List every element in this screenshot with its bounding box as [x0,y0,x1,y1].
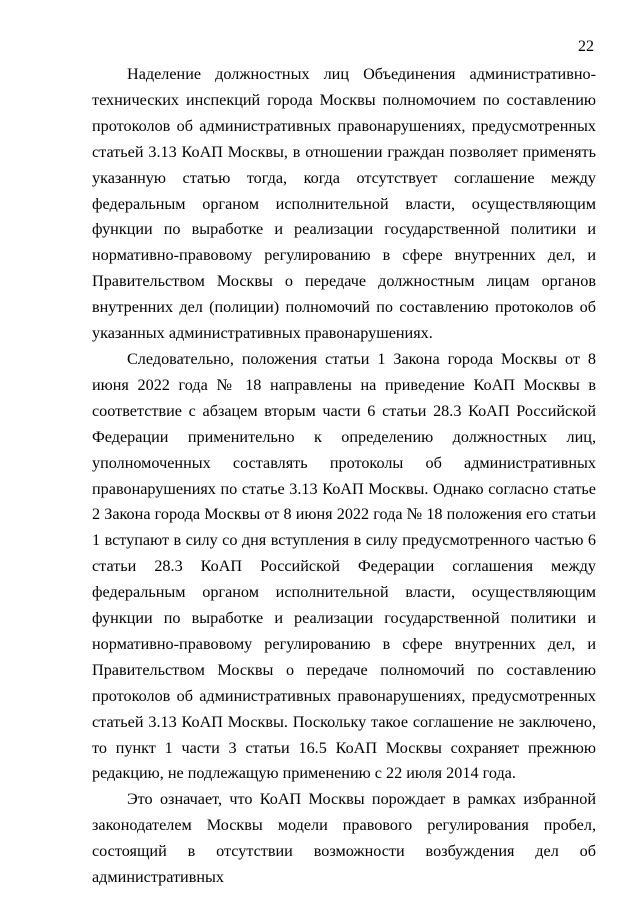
page-number: 22 [578,38,594,55]
paragraph-law-of-moscow-analysis: Следовательно, положения статьи 1 Закона города Москвы от 8 июня 2022 года № 18 направлены на приведение КоАП Москвы в соответствие с абзацем вторым части 6 статьи 28.3 КоАП Российской Федерации применительно к определению должностных лиц, уполномоченных составлять протоколы об административных правонарушениях по статье 3.13 КоАП Москвы. Однако согласно статье 2 Закона города Москвы от 8 июня 2022 года № 18 положения его статьи 1 вступают в силу со дня вступления в силу предусмотренного частью 6 статьи 28.3 КоАП Российской Федерации соглашения между федеральным органом исполнительной власти, осуществляющим функции по выработке и реализации государственной политики и нормативно-правовому регулированию в сфере внутренних дел, и Правительством Москвы о передаче полномочий по составлению протоколов об административных правонарушениях, предусмотренных статьей 3.13 КоАП Москвы. Поскольку такое соглашение не заключено, то пункт 1 части 3 статьи 16.5 КоАП Москвы сохраняет прежнюю редакцию, не подлежащую применению с 22 июля 2014 года. [92,349,596,783]
paragraph-delegation-of-powers: Наделение должностных лиц Объединения административно-технических инспекций города Москвы полномочием по составлению протоколов об административных правонарушениях, предусмотренных статьей 3.13 КоАП Москвы, в отношении граждан позволяет применять указанную статью тогда, когда отсутствует соглашение между федеральным органом исполнительной власти, осуществляющим функции по выработке и реализации государственной политики и нормативно-правовому регулированию в сфере внутренних дел, и Правительством Москвы о передаче должностным лицам органов внутренних дел (полиции) полномочий по составлению протоколов об указанных административных правонарушениях. [92,65,596,343]
document-body [92,62,596,891]
paragraph-legal-gap: Это означает, что КоАП Москвы порождает в рамках избранной законодателем Москвы модели правового регулирования пробел, состоящий в отсутствии возможности возбуждения дел об административных [92,790,596,887]
